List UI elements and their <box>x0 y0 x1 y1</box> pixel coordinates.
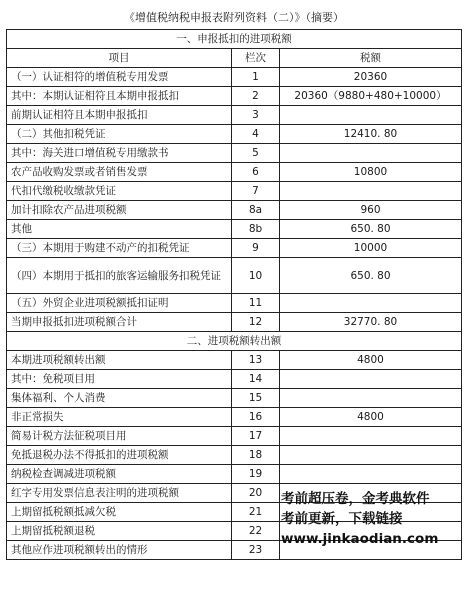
table-row <box>7 351 462 370</box>
column-header-tax: 税额 <box>280 49 462 68</box>
row-item: 当期申报抵扣进项税额合计 <box>7 313 232 332</box>
row-line-number: 13 <box>232 351 280 370</box>
row-line-number: 9 <box>232 239 280 258</box>
row-tax-amount <box>280 465 462 484</box>
row-item: 代扣代缴税收缴款凭证 <box>7 182 232 201</box>
row-tax-amount: 20360 <box>280 68 462 87</box>
row-item: 非正常损失 <box>7 408 232 427</box>
row-line-number: 12 <box>232 313 280 332</box>
row-line-number: 16 <box>232 408 280 427</box>
row-item: 前期认证相符且本期申报抵扣 <box>7 106 232 125</box>
row-item: 农产品收购发票或者销售发票 <box>7 163 232 182</box>
row-line-number: 19 <box>232 465 280 484</box>
tax-form-table <box>6 29 462 560</box>
row-item: （一）认证相符的增值税专用发票 <box>7 68 232 87</box>
row-tax-amount <box>280 446 462 465</box>
row-tax-amount: 10800 <box>280 163 462 182</box>
table-row <box>7 389 462 408</box>
row-line-number: 17 <box>232 427 280 446</box>
row-line-number: 14 <box>232 370 280 389</box>
row-item: 其他 <box>7 220 232 239</box>
row-tax-amount: 650. 80 <box>280 258 462 294</box>
watermark-url: www.jinkaodian.com <box>281 531 439 547</box>
row-tax-amount: 960 <box>280 201 462 220</box>
row-tax-amount: 32770. 80 <box>280 313 462 332</box>
row-line-number: 8a <box>232 201 280 220</box>
row-tax-amount <box>280 182 462 201</box>
row-line-number: 5 <box>232 144 280 163</box>
row-line-number: 2 <box>232 87 280 106</box>
table-row <box>7 427 462 446</box>
row-line-number: 11 <box>232 294 280 313</box>
row-line-number: 6 <box>232 163 280 182</box>
section-transfer-row <box>7 332 462 351</box>
watermark <box>281 489 438 549</box>
row-item: 免抵退税办法不得抵扣的进项税额 <box>7 446 232 465</box>
column-header-line: 栏次 <box>232 49 280 68</box>
row-item: 其他应作进项税额转出的情形 <box>7 541 232 560</box>
table-row <box>7 201 462 220</box>
row-line-number: 20 <box>232 484 280 503</box>
table-row <box>7 68 462 87</box>
row-line-number: 8b <box>232 220 280 239</box>
row-tax-amount <box>280 106 462 125</box>
row-line-number: 7 <box>232 182 280 201</box>
table-row <box>7 258 462 294</box>
table-row <box>7 408 462 427</box>
section-deduction-heading: 一、申报抵扣的进项税额 <box>7 30 462 49</box>
row-tax-amount <box>280 144 462 163</box>
row-line-number: 4 <box>232 125 280 144</box>
row-item: 纳税检查调减进项税额 <box>7 465 232 484</box>
column-header-row <box>7 49 462 68</box>
table-row <box>7 220 462 239</box>
row-line-number: 10 <box>232 258 280 294</box>
table-row <box>7 446 462 465</box>
row-item: 简易计税方法征税项目用 <box>7 427 232 446</box>
table-row <box>7 106 462 125</box>
row-line-number: 22 <box>232 522 280 541</box>
row-tax-amount: 20360（9880+480+10000） <box>280 87 462 106</box>
row-line-number: 23 <box>232 541 280 560</box>
row-tax-amount: 650. 80 <box>280 220 462 239</box>
row-tax-amount <box>280 389 462 408</box>
row-item: （二）其他扣税凭证 <box>7 125 232 144</box>
table-row <box>7 144 462 163</box>
row-item: 本期进项税额转出额 <box>7 351 232 370</box>
row-line-number: 18 <box>232 446 280 465</box>
table-row <box>7 87 462 106</box>
section-transfer-heading: 二、进项税额转出额 <box>7 332 462 351</box>
table-row <box>7 239 462 258</box>
row-item: 上期留抵税额退税 <box>7 522 232 541</box>
row-tax-amount: 4800 <box>280 408 462 427</box>
table-row <box>7 182 462 201</box>
column-header-item: 项目 <box>7 49 232 68</box>
row-tax-amount: 4800 <box>280 351 462 370</box>
row-item: 红字专用发票信息表注明的进项税额 <box>7 484 232 503</box>
row-item: （三）本期用于购建不动产的扣税凭证 <box>7 239 232 258</box>
row-tax-amount <box>280 370 462 389</box>
row-item: （四）本期用于抵扣的旅客运输服务扣税凭证 <box>7 258 232 294</box>
row-tax-amount <box>280 294 462 313</box>
row-item: 其中：本期认证相符且本期申报抵扣 <box>7 87 232 106</box>
row-item: 集体福利、个人消费 <box>7 389 232 408</box>
row-item: 其中：免税项目用 <box>7 370 232 389</box>
row-line-number: 21 <box>232 503 280 522</box>
watermark-line-2: 考前更新，下载链接 <box>281 511 403 527</box>
row-item: （五）外贸企业进项税额抵扣证明 <box>7 294 232 313</box>
page-title: 《增值税纳税申报表附列资料（二）》（摘要） <box>124 11 344 24</box>
table-row <box>7 125 462 144</box>
row-tax-amount: 10000 <box>280 239 462 258</box>
table-row <box>7 370 462 389</box>
row-line-number: 3 <box>232 106 280 125</box>
table-row <box>7 465 462 484</box>
table-row <box>7 163 462 182</box>
row-line-number: 15 <box>232 389 280 408</box>
row-item: 加计扣除农产品进项税额 <box>7 201 232 220</box>
section-deduction-row <box>7 30 462 49</box>
table-row <box>7 313 462 332</box>
row-tax-amount: 12410. 80 <box>280 125 462 144</box>
row-item: 其中：海关进口增值税专用缴款书 <box>7 144 232 163</box>
row-line-number: 1 <box>232 68 280 87</box>
watermark-line-1: 考前超压卷，金考典软件 <box>281 491 430 507</box>
row-tax-amount <box>280 427 462 446</box>
table-row <box>7 294 462 313</box>
row-item: 上期留抵税额抵减欠税 <box>7 503 232 522</box>
